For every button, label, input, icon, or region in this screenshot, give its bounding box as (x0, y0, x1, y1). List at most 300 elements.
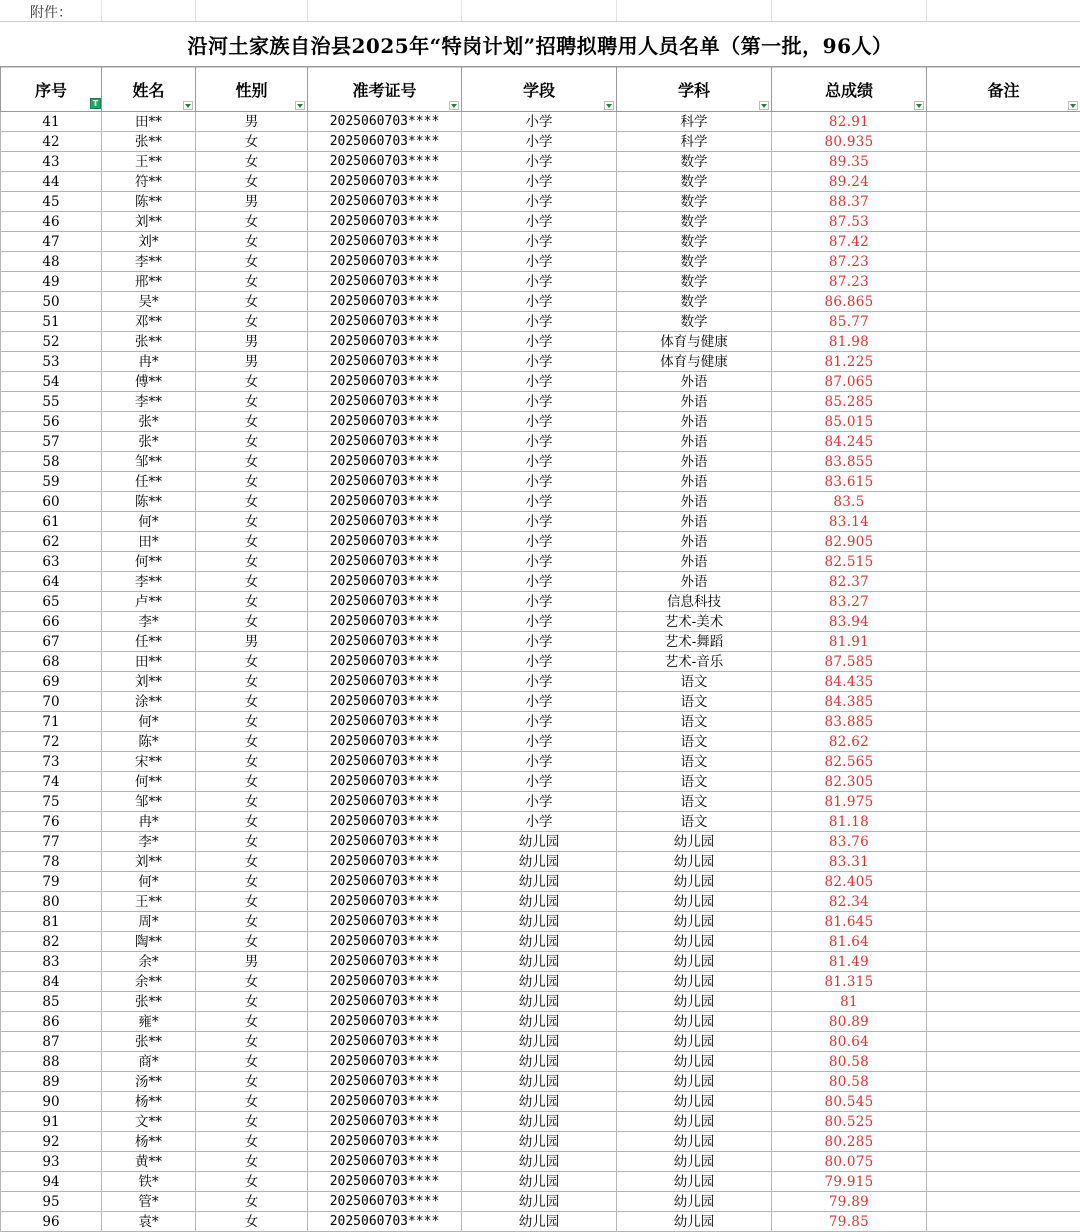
cell-stage[interactable]: 小学 (462, 352, 617, 372)
cell-stage[interactable]: 小学 (462, 592, 617, 612)
cell-subject[interactable]: 幼儿园 (617, 1032, 772, 1052)
cell-subject[interactable]: 外语 (617, 492, 772, 512)
cell-gender[interactable]: 男 (196, 952, 308, 972)
cell-stage[interactable]: 小学 (462, 372, 617, 392)
cell-index[interactable]: 78 (1, 852, 102, 872)
cell-total-score[interactable]: 81.645 (772, 912, 927, 932)
cell-gender[interactable]: 女 (196, 852, 308, 872)
cell-stage[interactable]: 幼儿园 (462, 1072, 617, 1092)
cell-total-score[interactable]: 80.545 (772, 1092, 927, 1112)
cell-index[interactable]: 57 (1, 432, 102, 452)
cell-index[interactable]: 77 (1, 832, 102, 852)
cell-gender[interactable]: 女 (196, 612, 308, 632)
cell-name[interactable]: 王** (102, 152, 196, 172)
cell-stage[interactable]: 小学 (462, 292, 617, 312)
cell-stage[interactable]: 小学 (462, 212, 617, 232)
cell-remark[interactable] (927, 1132, 1080, 1152)
cell-total-score[interactable]: 83.94 (772, 612, 927, 632)
cell-index[interactable]: 85 (1, 992, 102, 1012)
cell-name[interactable]: 何** (102, 772, 196, 792)
cell-remark[interactable] (927, 592, 1080, 612)
cell-remark[interactable] (927, 1212, 1080, 1232)
cell-name[interactable]: 杨** (102, 1132, 196, 1152)
cell-total-score[interactable]: 87.23 (772, 252, 927, 272)
cell-remark[interactable] (927, 512, 1080, 532)
filter-dropdown-icon[interactable] (604, 101, 614, 110)
cell-stage[interactable]: 小学 (462, 692, 617, 712)
cell-name[interactable]: 刘* (102, 232, 196, 252)
cell-total-score[interactable]: 82.37 (772, 572, 927, 592)
filter-dropdown-icon[interactable] (759, 101, 769, 110)
cell-exam-id[interactable]: 2025060703**** (308, 1092, 462, 1112)
cell-subject[interactable]: 语文 (617, 752, 772, 772)
cell-stage[interactable]: 小学 (462, 792, 617, 812)
cell-name[interactable]: 傅** (102, 372, 196, 392)
cell-stage[interactable]: 小学 (462, 572, 617, 592)
cell-name[interactable]: 雍* (102, 1012, 196, 1032)
cell-gender[interactable]: 女 (196, 1092, 308, 1112)
cell-stage[interactable]: 小学 (462, 132, 617, 152)
cell-index[interactable]: 88 (1, 1052, 102, 1072)
cell-stage[interactable]: 幼儿园 (462, 892, 617, 912)
cell-stage[interactable]: 小学 (462, 192, 617, 212)
cell-name[interactable]: 田* (102, 532, 196, 552)
cell-exam-id[interactable]: 2025060703**** (308, 112, 462, 132)
cell-stage[interactable]: 幼儿园 (462, 1032, 617, 1052)
cell-stage[interactable]: 小学 (462, 232, 617, 252)
cell-stage[interactable]: 小学 (462, 812, 617, 832)
cell-exam-id[interactable]: 2025060703**** (308, 892, 462, 912)
cell-subject[interactable]: 外语 (617, 552, 772, 572)
filter-dropdown-icon[interactable] (914, 101, 924, 110)
cell-subject[interactable]: 科学 (617, 132, 772, 152)
cell-stage[interactable]: 小学 (462, 612, 617, 632)
cell-exam-id[interactable]: 2025060703**** (308, 532, 462, 552)
cell-name[interactable]: 袁* (102, 1212, 196, 1232)
cell-gender[interactable]: 女 (196, 512, 308, 532)
cell-remark[interactable] (927, 712, 1080, 732)
cell-total-score[interactable]: 82.305 (772, 772, 927, 792)
cell-subject[interactable]: 幼儿园 (617, 1072, 772, 1092)
cell-exam-id[interactable]: 2025060703**** (308, 472, 462, 492)
cell-name[interactable]: 李** (102, 392, 196, 412)
cell-total-score[interactable]: 85.285 (772, 392, 927, 412)
cell-total-score[interactable]: 82.91 (772, 112, 927, 132)
cell-index[interactable]: 41 (1, 112, 102, 132)
cell-total-score[interactable]: 83.31 (772, 852, 927, 872)
cell-total-score[interactable]: 80.89 (772, 1012, 927, 1032)
cell-gender[interactable]: 女 (196, 172, 308, 192)
cell-stage[interactable]: 幼儿园 (462, 1192, 617, 1212)
cell-name[interactable]: 冉* (102, 352, 196, 372)
cell-name[interactable]: 任** (102, 472, 196, 492)
cell-exam-id[interactable]: 2025060703**** (308, 212, 462, 232)
cell-exam-id[interactable]: 2025060703**** (308, 372, 462, 392)
cell-name[interactable]: 张** (102, 1032, 196, 1052)
cell-remark[interactable] (927, 612, 1080, 632)
cell-exam-id[interactable]: 2025060703**** (308, 252, 462, 272)
cell-stage[interactable]: 幼儿园 (462, 1012, 617, 1032)
cell-total-score[interactable]: 81.18 (772, 812, 927, 832)
cell-exam-id[interactable]: 2025060703**** (308, 1052, 462, 1072)
cell-name[interactable]: 杨** (102, 1092, 196, 1112)
cell-index[interactable]: 82 (1, 932, 102, 952)
cell-exam-id[interactable]: 2025060703**** (308, 152, 462, 172)
cell-remark[interactable] (927, 1072, 1080, 1092)
cell-exam-id[interactable]: 2025060703**** (308, 232, 462, 252)
cell-subject[interactable]: 语文 (617, 732, 772, 752)
cell-total-score[interactable]: 87.065 (772, 372, 927, 392)
cell-stage[interactable]: 小学 (462, 752, 617, 772)
cell-total-score[interactable]: 89.35 (772, 152, 927, 172)
cell-subject[interactable]: 数学 (617, 292, 772, 312)
cell-exam-id[interactable]: 2025060703**** (308, 632, 462, 652)
cell-exam-id[interactable]: 2025060703**** (308, 452, 462, 472)
cell-index[interactable]: 73 (1, 752, 102, 772)
cell-name[interactable]: 余** (102, 972, 196, 992)
cell-index[interactable]: 59 (1, 472, 102, 492)
cell-gender[interactable]: 女 (196, 272, 308, 292)
cell-name[interactable]: 张* (102, 412, 196, 432)
cell-subject[interactable]: 艺术-舞蹈 (617, 632, 772, 652)
cell-name[interactable]: 黄** (102, 1152, 196, 1172)
cell-remark[interactable] (927, 752, 1080, 772)
cell-name[interactable]: 管* (102, 1192, 196, 1212)
cell-total-score[interactable]: 80.935 (772, 132, 927, 152)
cell-stage[interactable]: 小学 (462, 712, 617, 732)
cell-exam-id[interactable]: 2025060703**** (308, 772, 462, 792)
cell-stage[interactable]: 小学 (462, 392, 617, 412)
cell-name[interactable]: 邹** (102, 792, 196, 812)
cell-name[interactable]: 陈** (102, 192, 196, 212)
cell-stage[interactable]: 小学 (462, 272, 617, 292)
cell-exam-id[interactable]: 2025060703**** (308, 812, 462, 832)
cell-index[interactable]: 43 (1, 152, 102, 172)
cell-remark[interactable] (927, 632, 1080, 652)
cell-gender[interactable]: 女 (196, 832, 308, 852)
cell-total-score[interactable]: 83.885 (772, 712, 927, 732)
cell-name[interactable]: 何* (102, 512, 196, 532)
cell-index[interactable]: 48 (1, 252, 102, 272)
cell-exam-id[interactable]: 2025060703**** (308, 512, 462, 532)
cell-exam-id[interactable]: 2025060703**** (308, 852, 462, 872)
cell-subject[interactable]: 数学 (617, 212, 772, 232)
cell-total-score[interactable]: 80.58 (772, 1072, 927, 1092)
cell-remark[interactable] (927, 152, 1080, 172)
cell-total-score[interactable]: 83.615 (772, 472, 927, 492)
cell-index[interactable]: 76 (1, 812, 102, 832)
cell-gender[interactable]: 女 (196, 932, 308, 952)
cell-gender[interactable]: 女 (196, 1172, 308, 1192)
cell-subject[interactable]: 数学 (617, 192, 772, 212)
cell-remark[interactable] (927, 732, 1080, 752)
cell-subject[interactable]: 语文 (617, 712, 772, 732)
cell-gender[interactable]: 女 (196, 312, 308, 332)
cell-stage[interactable]: 幼儿园 (462, 1112, 617, 1132)
cell-stage[interactable]: 幼儿园 (462, 1212, 617, 1232)
cell-exam-id[interactable]: 2025060703**** (308, 432, 462, 452)
cell-remark[interactable] (927, 772, 1080, 792)
cell-total-score[interactable]: 88.37 (772, 192, 927, 212)
cell-name[interactable]: 任** (102, 632, 196, 652)
cell-subject[interactable]: 语文 (617, 672, 772, 692)
cell-exam-id[interactable]: 2025060703**** (308, 1112, 462, 1132)
cell-subject[interactable]: 幼儿园 (617, 1192, 772, 1212)
cell-remark[interactable] (927, 912, 1080, 932)
cell-gender[interactable]: 女 (196, 252, 308, 272)
cell-total-score[interactable]: 82.905 (772, 532, 927, 552)
cell-name[interactable]: 吴* (102, 292, 196, 312)
cell-subject[interactable]: 数学 (617, 152, 772, 172)
cell-index[interactable]: 63 (1, 552, 102, 572)
cell-subject[interactable]: 语文 (617, 772, 772, 792)
cell-remark[interactable] (927, 872, 1080, 892)
cell-remark[interactable] (927, 432, 1080, 452)
cell-gender[interactable]: 女 (196, 812, 308, 832)
cell-stage[interactable]: 小学 (462, 672, 617, 692)
cell-exam-id[interactable]: 2025060703**** (308, 872, 462, 892)
cell-subject[interactable]: 外语 (617, 572, 772, 592)
cell-name[interactable]: 邹** (102, 452, 196, 472)
cell-exam-id[interactable]: 2025060703**** (308, 172, 462, 192)
cell-index[interactable]: 66 (1, 612, 102, 632)
cell-total-score[interactable]: 79.915 (772, 1172, 927, 1192)
cell-index[interactable]: 95 (1, 1192, 102, 1212)
cell-gender[interactable]: 女 (196, 1112, 308, 1132)
cell-exam-id[interactable]: 2025060703**** (308, 392, 462, 412)
cell-subject[interactable]: 幼儿园 (617, 1132, 772, 1152)
cell-subject[interactable]: 语文 (617, 812, 772, 832)
cell-exam-id[interactable]: 2025060703**** (308, 292, 462, 312)
cell-total-score[interactable]: 80.64 (772, 1032, 927, 1052)
cell-stage[interactable]: 幼儿园 (462, 912, 617, 932)
cell-subject[interactable]: 体育与健康 (617, 332, 772, 352)
cell-name[interactable]: 何** (102, 552, 196, 572)
cell-total-score[interactable]: 84.385 (772, 692, 927, 712)
cell-total-score[interactable]: 87.42 (772, 232, 927, 252)
cell-gender[interactable]: 女 (196, 452, 308, 472)
cell-stage[interactable]: 小学 (462, 772, 617, 792)
cell-stage[interactable]: 幼儿园 (462, 992, 617, 1012)
cell-subject[interactable]: 科学 (617, 112, 772, 132)
cell-total-score[interactable]: 81.64 (772, 932, 927, 952)
cell-exam-id[interactable]: 2025060703**** (308, 552, 462, 572)
cell-total-score[interactable]: 81.225 (772, 352, 927, 372)
cell-gender[interactable]: 女 (196, 692, 308, 712)
cell-stage[interactable]: 幼儿园 (462, 932, 617, 952)
cell-name[interactable]: 李* (102, 832, 196, 852)
cell-gender[interactable]: 男 (196, 352, 308, 372)
cell-gender[interactable]: 女 (196, 572, 308, 592)
cell-exam-id[interactable]: 2025060703**** (308, 952, 462, 972)
cell-subject[interactable]: 外语 (617, 532, 772, 552)
cell-remark[interactable] (927, 652, 1080, 672)
cell-total-score[interactable]: 84.245 (772, 432, 927, 452)
cell-exam-id[interactable]: 2025060703**** (308, 572, 462, 592)
cell-subject[interactable]: 幼儿园 (617, 1112, 772, 1132)
cell-subject[interactable]: 数学 (617, 232, 772, 252)
cell-subject[interactable]: 艺术-音乐 (617, 652, 772, 672)
cell-index[interactable]: 92 (1, 1132, 102, 1152)
cell-gender[interactable]: 女 (196, 212, 308, 232)
cell-index[interactable]: 51 (1, 312, 102, 332)
cell-exam-id[interactable]: 2025060703**** (308, 492, 462, 512)
cell-gender[interactable]: 男 (196, 332, 308, 352)
cell-name[interactable]: 汤** (102, 1072, 196, 1092)
cell-gender[interactable]: 女 (196, 232, 308, 252)
cell-subject[interactable]: 幼儿园 (617, 832, 772, 852)
cell-index[interactable]: 89 (1, 1072, 102, 1092)
cell-gender[interactable]: 女 (196, 672, 308, 692)
cell-total-score[interactable]: 82.565 (772, 752, 927, 772)
cell-exam-id[interactable]: 2025060703**** (308, 1212, 462, 1232)
cell-name[interactable]: 刘** (102, 672, 196, 692)
cell-stage[interactable]: 小学 (462, 732, 617, 752)
cell-exam-id[interactable]: 2025060703**** (308, 332, 462, 352)
cell-remark[interactable] (927, 292, 1080, 312)
cell-exam-id[interactable]: 2025060703**** (308, 1152, 462, 1172)
cell-total-score[interactable]: 87.23 (772, 272, 927, 292)
cell-remark[interactable] (927, 472, 1080, 492)
cell-index[interactable]: 44 (1, 172, 102, 192)
cell-gender[interactable]: 女 (196, 1052, 308, 1072)
cell-remark[interactable] (927, 832, 1080, 852)
cell-remark[interactable] (927, 452, 1080, 472)
cell-name[interactable]: 李** (102, 252, 196, 272)
cell-gender[interactable]: 女 (196, 1212, 308, 1232)
cell-index[interactable]: 56 (1, 412, 102, 432)
filter-dropdown-icon[interactable] (449, 101, 459, 110)
cell-gender[interactable]: 女 (196, 552, 308, 572)
cell-exam-id[interactable]: 2025060703**** (308, 612, 462, 632)
cell-total-score[interactable]: 83.14 (772, 512, 927, 532)
cell-gender[interactable]: 女 (196, 1132, 308, 1152)
cell-subject[interactable]: 信息科技 (617, 592, 772, 612)
cell-remark[interactable] (927, 792, 1080, 812)
cell-index[interactable]: 47 (1, 232, 102, 252)
cell-exam-id[interactable]: 2025060703**** (308, 832, 462, 852)
cell-total-score[interactable]: 81.98 (772, 332, 927, 352)
cell-index[interactable]: 69 (1, 672, 102, 692)
cell-gender[interactable]: 女 (196, 1032, 308, 1052)
cell-remark[interactable] (927, 852, 1080, 872)
cell-subject[interactable]: 幼儿园 (617, 872, 772, 892)
cell-subject[interactable]: 外语 (617, 472, 772, 492)
cell-exam-id[interactable]: 2025060703**** (308, 732, 462, 752)
cell-exam-id[interactable]: 2025060703**** (308, 192, 462, 212)
cell-remark[interactable] (927, 1172, 1080, 1192)
cell-subject[interactable]: 幼儿园 (617, 932, 772, 952)
cell-gender[interactable]: 女 (196, 872, 308, 892)
cell-remark[interactable] (927, 392, 1080, 412)
cell-remark[interactable] (927, 112, 1080, 132)
cell-total-score[interactable]: 86.865 (772, 292, 927, 312)
cell-index[interactable]: 72 (1, 732, 102, 752)
cell-name[interactable]: 田** (102, 112, 196, 132)
cell-remark[interactable] (927, 252, 1080, 272)
cell-subject[interactable]: 外语 (617, 432, 772, 452)
cell-remark[interactable] (927, 492, 1080, 512)
cell-stage[interactable]: 小学 (462, 632, 617, 652)
cell-index[interactable]: 65 (1, 592, 102, 612)
cell-name[interactable]: 李* (102, 612, 196, 632)
cell-exam-id[interactable]: 2025060703**** (308, 1032, 462, 1052)
cell-gender[interactable]: 男 (196, 192, 308, 212)
cell-index[interactable]: 71 (1, 712, 102, 732)
cell-subject[interactable]: 数学 (617, 272, 772, 292)
cell-total-score[interactable]: 79.89 (772, 1192, 927, 1212)
cell-index[interactable]: 94 (1, 1172, 102, 1192)
cell-exam-id[interactable]: 2025060703**** (308, 712, 462, 732)
filter-active-icon[interactable] (90, 98, 101, 109)
cell-subject[interactable]: 幼儿园 (617, 972, 772, 992)
cell-stage[interactable]: 小学 (462, 112, 617, 132)
cell-remark[interactable] (927, 692, 1080, 712)
cell-subject[interactable]: 幼儿园 (617, 892, 772, 912)
cell-total-score[interactable]: 80.075 (772, 1152, 927, 1172)
cell-total-score[interactable]: 81.975 (772, 792, 927, 812)
cell-name[interactable]: 符** (102, 172, 196, 192)
cell-name[interactable]: 冉* (102, 812, 196, 832)
cell-name[interactable]: 商* (102, 1052, 196, 1072)
cell-exam-id[interactable]: 2025060703**** (308, 792, 462, 812)
cell-stage[interactable]: 幼儿园 (462, 832, 617, 852)
cell-remark[interactable] (927, 572, 1080, 592)
cell-exam-id[interactable]: 2025060703**** (308, 352, 462, 372)
cell-total-score[interactable]: 89.24 (772, 172, 927, 192)
cell-total-score[interactable]: 81.49 (772, 952, 927, 972)
cell-index[interactable]: 61 (1, 512, 102, 532)
cell-exam-id[interactable]: 2025060703**** (308, 1192, 462, 1212)
cell-index[interactable]: 68 (1, 652, 102, 672)
cell-name[interactable]: 何* (102, 712, 196, 732)
cell-remark[interactable] (927, 1052, 1080, 1072)
cell-exam-id[interactable]: 2025060703**** (308, 992, 462, 1012)
cell-stage[interactable]: 小学 (462, 512, 617, 532)
cell-exam-id[interactable]: 2025060703**** (308, 1132, 462, 1152)
cell-exam-id[interactable]: 2025060703**** (308, 752, 462, 772)
cell-name[interactable]: 刘** (102, 212, 196, 232)
cell-total-score[interactable]: 87.53 (772, 212, 927, 232)
cell-exam-id[interactable]: 2025060703**** (308, 972, 462, 992)
cell-subject[interactable]: 幼儿园 (617, 1212, 772, 1232)
cell-total-score[interactable]: 80.525 (772, 1112, 927, 1132)
cell-gender[interactable]: 女 (196, 992, 308, 1012)
cell-subject[interactable]: 幼儿园 (617, 912, 772, 932)
cell-total-score[interactable]: 80.285 (772, 1132, 927, 1152)
cell-index[interactable]: 52 (1, 332, 102, 352)
cell-exam-id[interactable]: 2025060703**** (308, 652, 462, 672)
cell-remark[interactable] (927, 212, 1080, 232)
cell-subject[interactable]: 幼儿园 (617, 952, 772, 972)
cell-remark[interactable] (927, 952, 1080, 972)
cell-stage[interactable]: 小学 (462, 332, 617, 352)
cell-gender[interactable]: 男 (196, 112, 308, 132)
cell-index[interactable]: 86 (1, 1012, 102, 1032)
cell-exam-id[interactable]: 2025060703**** (308, 672, 462, 692)
cell-remark[interactable] (927, 812, 1080, 832)
cell-subject[interactable]: 幼儿园 (617, 1092, 772, 1112)
cell-exam-id[interactable]: 2025060703**** (308, 1072, 462, 1092)
cell-remark[interactable] (927, 1112, 1080, 1132)
cell-gender[interactable]: 女 (196, 972, 308, 992)
cell-gender[interactable]: 女 (196, 772, 308, 792)
cell-total-score[interactable]: 79.85 (772, 1212, 927, 1232)
cell-remark[interactable] (927, 412, 1080, 432)
cell-name[interactable]: 邓** (102, 312, 196, 332)
cell-gender[interactable]: 女 (196, 532, 308, 552)
cell-stage[interactable]: 幼儿园 (462, 1172, 617, 1192)
